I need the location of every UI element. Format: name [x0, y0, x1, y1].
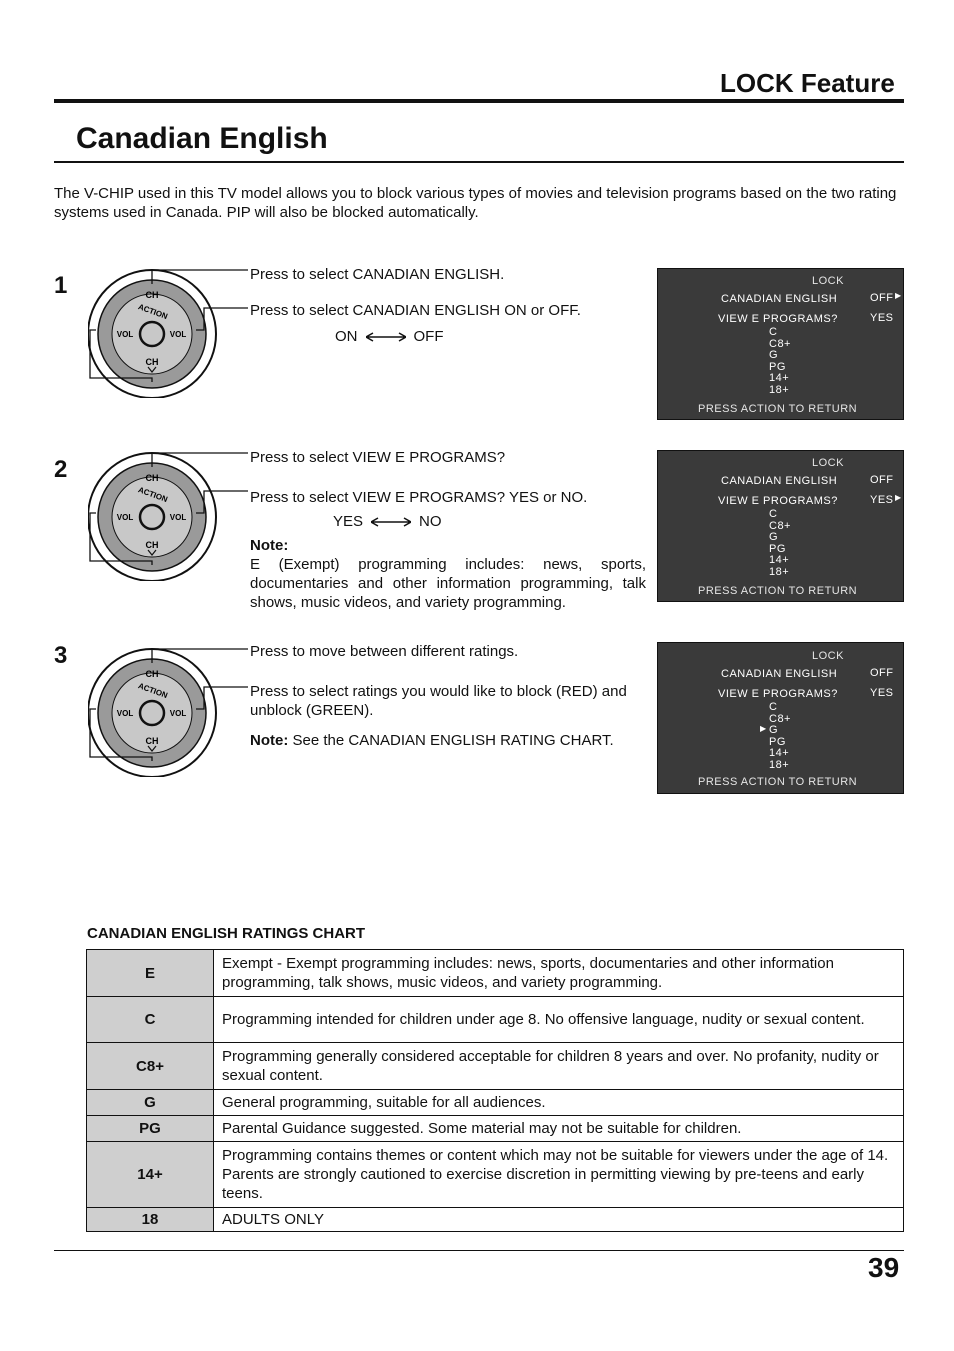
- svg-text:CH: CH: [145, 357, 159, 367]
- osd-yes: YES: [870, 312, 894, 324]
- step-2-line1: Press to select VIEW E PROGRAMS?: [250, 449, 506, 466]
- option-yes: YES: [333, 513, 364, 530]
- svg-text:VOL: VOL: [169, 513, 187, 522]
- osd-screen-3: [657, 642, 904, 794]
- osd-rating: G: [769, 349, 779, 361]
- osd-rating: 18+: [769, 384, 790, 396]
- svg-text:VOL: VOL: [169, 330, 187, 339]
- osd-screen-2: [657, 450, 904, 602]
- osd-rating: C: [769, 508, 778, 520]
- osd-yes: YES: [870, 494, 894, 506]
- svg-text:CH: CH: [145, 736, 159, 746]
- osd-view-e: VIEW E PROGRAMS?: [718, 495, 838, 507]
- osd-rating: C: [769, 701, 778, 713]
- osd-rating: PG: [769, 736, 786, 748]
- step-2-toggle: [333, 513, 442, 530]
- step-2-number: 2: [54, 456, 68, 483]
- header-rule: [54, 99, 904, 103]
- svg-text:CH: CH: [145, 290, 159, 300]
- step-1-number: 1: [54, 272, 68, 299]
- option-no: NO: [419, 513, 442, 530]
- osd-rating: 18+: [769, 759, 790, 771]
- osd-canadian-english: CANADIAN ENGLISH: [721, 668, 838, 680]
- osd-yes: YES: [870, 687, 894, 699]
- step-1-line2: Press to select CANADIAN ENGLISH ON or OFF.: [250, 302, 581, 319]
- page-number: 39: [868, 1252, 900, 1283]
- step-1-remote: [88, 268, 248, 403]
- osd-cursor-icon: ▶: [760, 724, 767, 733]
- rating-code: PG: [87, 1116, 214, 1142]
- step-2-note: E (Exempt) programming includes: news, sports, documentaries and other information programming, talk shows, music videos, and variety programming.: [250, 556, 646, 611]
- footer-rule: [54, 1250, 904, 1251]
- osd-rating: 18+: [769, 566, 790, 578]
- table-row: [87, 1090, 904, 1116]
- rating-description: Programming contains themes or content which may not be suitable for viewers under the age of 14. Parents are strongly cautioned to exercise discretion in permitting viewing by pre-teens and early teens.: [214, 1142, 904, 1208]
- svg-text:ACTION: ACTION: [136, 681, 169, 701]
- table-row: [87, 1142, 904, 1208]
- step-3-line1: Press to move between different ratings.: [250, 643, 519, 660]
- osd-off: OFF: [870, 474, 894, 486]
- rating-code: 14+: [87, 1142, 214, 1208]
- remote-control-diagram: [88, 268, 248, 398]
- rating-code: C: [87, 997, 214, 1043]
- osd-rating: C8+: [769, 338, 791, 350]
- step-2-note-label: Note:: [250, 537, 289, 554]
- osd-rating: C8+: [769, 713, 791, 725]
- osd-off: OFF: [870, 292, 894, 304]
- osd-canadian-english: CANADIAN ENGLISH: [721, 293, 838, 305]
- rating-code: C8+: [87, 1043, 214, 1090]
- step-3-remote: [88, 647, 248, 782]
- osd-title: LOCK: [812, 650, 844, 662]
- step-1-toggle: [335, 328, 444, 345]
- page-title: Canadian English: [76, 122, 328, 155]
- osd-title: LOCK: [812, 275, 844, 287]
- svg-text:VOL: VOL: [116, 709, 134, 718]
- osd-view-e: VIEW E PROGRAMS?: [718, 313, 838, 325]
- step-3-note-text: See the CANADIAN ENGLISH RATING CHART.: [288, 732, 614, 749]
- osd-rating: PG: [769, 361, 786, 373]
- osd-footer: PRESS ACTION TO RETURN: [698, 776, 858, 788]
- remote-control-diagram: [88, 647, 248, 777]
- step-3-note-label: Note:: [250, 732, 289, 749]
- osd-canadian-english: CANADIAN ENGLISH: [721, 475, 838, 487]
- svg-text:ACTION: ACTION: [136, 485, 169, 505]
- table-row: [87, 1208, 904, 1232]
- step-1-line1: Press to select CANADIAN ENGLISH.: [250, 266, 505, 283]
- step-3-line2: Press to select ratings you would like to block (RED) and unblock (GREEN).: [250, 683, 627, 719]
- table-row: [87, 1043, 904, 1090]
- rating-description: General programming, suitable for all audiences.: [214, 1090, 904, 1116]
- svg-text:ACTION: ACTION: [136, 302, 169, 322]
- step-2-line2: Press to select VIEW E PROGRAMS? YES or NO.: [250, 489, 588, 506]
- step-3-number: 3: [54, 642, 68, 669]
- intro-paragraph: The V-CHIP used in this TV model allows you to block various types of movies and television programs based on the two rating systems used in Canada. PIP will also be blocked automatically.: [54, 185, 897, 221]
- rating-description: Parental Guidance suggested. Some material may not be suitable for children.: [214, 1116, 904, 1142]
- svg-text:VOL: VOL: [169, 709, 187, 718]
- step-3-note: [250, 731, 614, 750]
- rating-description: Exempt - Exempt programming includes: news, sports, documentaries and other information programming, talk shows, music videos, and variety programming.: [214, 950, 904, 997]
- osd-cursor-icon: ▶: [895, 493, 902, 502]
- double-arrow-icon: [366, 332, 406, 342]
- step-2-remote: [88, 451, 248, 586]
- osd-rating: 14+: [769, 554, 790, 566]
- osd-off: OFF: [870, 667, 894, 679]
- rating-code: 18: [87, 1208, 214, 1232]
- rating-description: Programming generally considered acceptable for children 8 years and over. No profanity, nudity or sexual content.: [214, 1043, 904, 1090]
- rating-description: Programming intended for children under age 8. No offensive language, nudity or sexual content.: [214, 997, 904, 1043]
- osd-screen-1: [657, 268, 904, 420]
- double-arrow-icon: [371, 517, 411, 527]
- osd-rating: 14+: [769, 747, 790, 759]
- table-row: [87, 950, 904, 997]
- ratings-chart-table: [86, 949, 904, 1232]
- osd-view-e: VIEW E PROGRAMS?: [718, 688, 838, 700]
- osd-rating: PG: [769, 543, 786, 555]
- table-row: [87, 997, 904, 1043]
- osd-footer: PRESS ACTION TO RETURN: [698, 585, 858, 597]
- title-rule: [54, 161, 904, 163]
- osd-rating: G: [769, 531, 779, 543]
- osd-footer: PRESS ACTION TO RETURN: [698, 403, 858, 415]
- rating-code: G: [87, 1090, 214, 1116]
- svg-text:CH: CH: [145, 540, 159, 550]
- osd-cursor-icon: ▶: [895, 291, 902, 300]
- table-row: [87, 1116, 904, 1142]
- svg-text:VOL: VOL: [116, 330, 134, 339]
- osd-rating: C8+: [769, 520, 791, 532]
- osd-rating: 14+: [769, 372, 790, 384]
- svg-text:VOL: VOL: [116, 513, 134, 522]
- osd-rating-selected: G: [769, 724, 779, 736]
- remote-control-diagram: [88, 451, 248, 581]
- svg-text:CH: CH: [145, 669, 159, 679]
- ratings-chart-heading: CANADIAN ENGLISH RATINGS CHART: [87, 925, 366, 942]
- option-off: OFF: [413, 328, 444, 345]
- option-on: ON: [335, 328, 358, 345]
- svg-text:CH: CH: [145, 473, 159, 483]
- osd-title: LOCK: [812, 457, 844, 469]
- section-title: LOCK Feature: [720, 68, 895, 98]
- rating-description: ADULTS ONLY: [214, 1208, 904, 1232]
- rating-code: E: [87, 950, 214, 997]
- osd-rating: C: [769, 326, 778, 338]
